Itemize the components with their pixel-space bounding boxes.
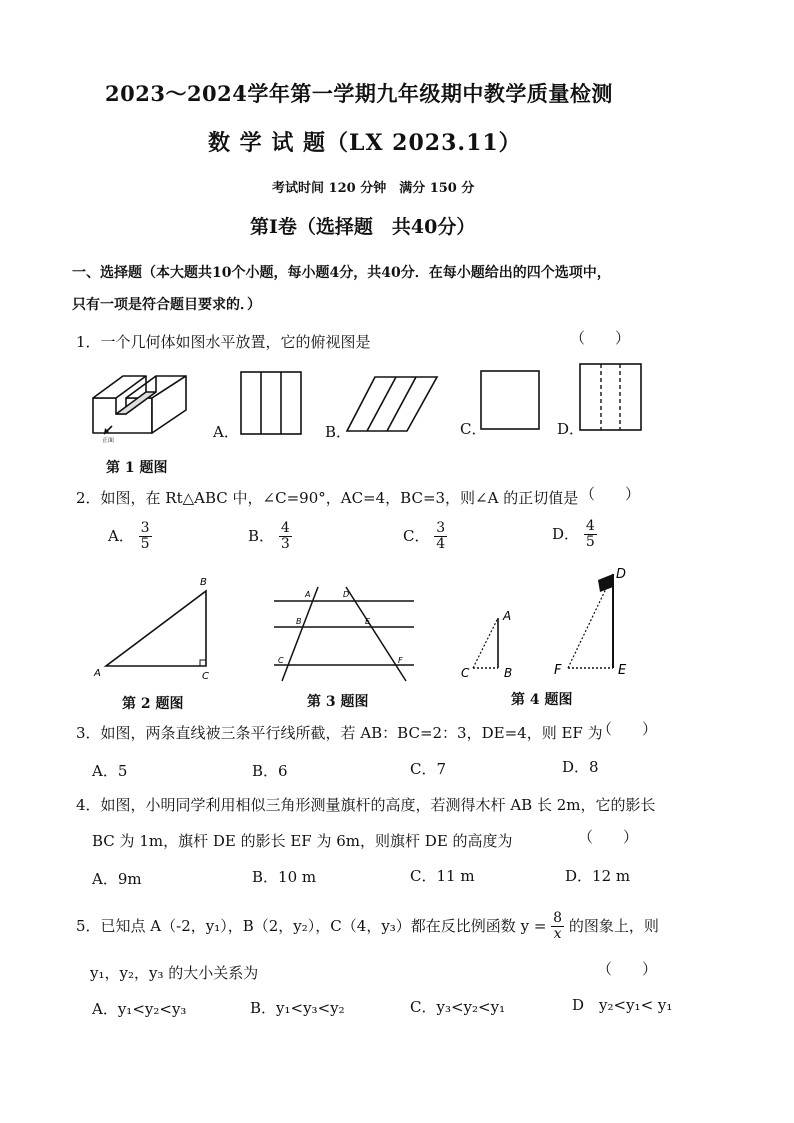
q2-option-a-label: A． xyxy=(108,526,134,545)
exam-title: 2023～2024学年第一学期九年级期中教学质量检测 xyxy=(105,81,613,106)
fig3-caption: 第 3 题图 xyxy=(307,694,369,710)
fraction-denominator: 5 xyxy=(585,534,595,551)
fig4-small-triangle xyxy=(455,600,515,680)
q1-option-c-figure xyxy=(480,369,542,431)
q2-text: 2．如图，在 Rt△ABC 中，∠C=90°，AC=4，BC=3，则∠A 的正切值是 xyxy=(76,489,579,507)
fig2-label-a: A xyxy=(94,668,101,679)
fig3-label-e: E xyxy=(365,617,371,626)
q4-option-a[interactable]: A．9m xyxy=(92,870,142,888)
fig4-label-d: D xyxy=(616,567,627,582)
q1-option-b-label[interactable]: B． xyxy=(325,423,352,441)
q1-answer-paren: （ ） xyxy=(570,329,631,347)
q4-text-line2: BC 为 1m，旗杆 DE 的影长 EF 为 6m，则旗杆 DE 的高度为 xyxy=(92,832,513,850)
fig2-caption: 第 2 题图 xyxy=(122,696,184,712)
fig3-label-f: F xyxy=(398,656,403,665)
q5-option-b[interactable]: B．y₁<y₃<y₂ xyxy=(250,999,345,1017)
q5-option-c[interactable]: C．y₃<y₂<y₁ xyxy=(410,998,506,1016)
fig3-parallel-lines xyxy=(268,585,418,685)
fraction-numerator: 4 xyxy=(585,518,595,534)
fraction-numerator: 4 xyxy=(280,520,290,536)
q3-option-d[interactable]: D．8 xyxy=(562,758,599,776)
q1-option-b-figure xyxy=(345,374,440,434)
q2-answer-paren: （ ） xyxy=(580,485,641,503)
fig3-label-c: C xyxy=(278,656,284,665)
fig3-label-b: B xyxy=(296,617,302,626)
section-instructions-line2: 只有一项是符合题目要求的．） xyxy=(72,297,261,313)
fraction-numerator: 3 xyxy=(436,520,446,536)
q5-text-line2: y₁，y₂，y₃ 的大小关系为 xyxy=(90,964,259,982)
q3-option-b[interactable]: B．6 xyxy=(252,762,288,780)
q1-front-label: 正面 xyxy=(102,437,115,444)
fig3-label-d: D xyxy=(343,590,350,599)
q1-text: 1．一个几何体如图水平放置，它的俯视图是 xyxy=(76,333,371,351)
fig4-flagpole-triangle xyxy=(550,560,640,680)
q5-fraction xyxy=(551,911,564,943)
q5-option-a[interactable]: A．y₁<y₂<y₃ xyxy=(92,1000,187,1018)
fig2-label-c: C xyxy=(202,671,209,682)
q4-text-line1: 4．如图，小明同学利用相似三角形测量旗杆的高度，若测得木杆 AB 长 2m，它的影长 xyxy=(76,796,656,814)
q2-option-a-fraction xyxy=(139,521,152,553)
q2-option-c[interactable] xyxy=(403,521,447,553)
q3-option-c[interactable]: C．7 xyxy=(410,760,447,778)
fig4-label-e: E xyxy=(618,663,627,678)
fig4-label-f: F xyxy=(554,663,562,678)
section-instructions-line1: 一、选择题（本大题共10个小题，每小题4分，共40分．在每小题给出的四个选项中， xyxy=(72,265,611,281)
q2-option-b-fraction xyxy=(279,521,292,553)
q4-answer-paren: （ ） xyxy=(578,828,639,846)
q5-answer-paren: （ ） xyxy=(597,960,658,978)
q3-option-a[interactable]: A．5 xyxy=(92,762,128,780)
q2-option-a[interactable] xyxy=(108,521,152,553)
q4-option-c[interactable]: C．11 m xyxy=(410,867,475,885)
q5-text-part1: 5．已知点 A（-2，y₁），B（2，y₂），C（4，y₃）都在反比例函数 y = xyxy=(76,916,547,935)
part-title: 第Ⅰ卷（选择题 共40分） xyxy=(250,216,476,238)
fig1-caption: 第 1 题图 xyxy=(106,460,168,476)
exam-subtitle: 数 学 试 题（LX 2023.11） xyxy=(208,130,522,156)
fraction-denominator: 4 xyxy=(436,536,446,553)
fig2-triangle xyxy=(90,575,220,683)
q5-text-part2: 的图象上，则 xyxy=(568,916,659,935)
q1-option-d-label[interactable]: D． xyxy=(557,420,585,438)
q5-option-d[interactable]: D y₂<y₁< y₁ xyxy=(572,996,673,1014)
q2-option-d-label: D． xyxy=(552,524,580,543)
q1-option-a-label[interactable]: A． xyxy=(213,423,239,441)
q1-solid-figure xyxy=(90,360,200,445)
fraction-numerator: 8 xyxy=(553,910,563,926)
q1-option-d-figure xyxy=(578,362,644,434)
q4-option-b[interactable]: B．10 m xyxy=(252,868,317,886)
fraction-numerator: 3 xyxy=(140,520,150,536)
q2-option-d[interactable] xyxy=(552,519,597,551)
q2-option-d-fraction xyxy=(584,519,597,551)
fraction-denominator: 3 xyxy=(280,536,290,553)
q5-text-line1 xyxy=(76,911,659,943)
q2-option-c-label: C． xyxy=(403,526,430,545)
fraction-denominator: 5 xyxy=(140,536,150,553)
exam-info: 考试时间 120 分钟 满分 150 分 xyxy=(272,181,475,196)
q4-option-d[interactable]: D．12 m xyxy=(565,867,631,885)
fig4-label-c: C xyxy=(461,666,470,680)
q1-option-c-label[interactable]: C． xyxy=(460,420,487,438)
q3-answer-paren: （ ） xyxy=(597,720,658,738)
fig4-label-a: A xyxy=(503,609,512,623)
fraction-denominator: x xyxy=(553,926,562,943)
q3-text: 3．如图，两条直线被三条平行线所截，若 AB：BC=2：3，DE=4，则 EF 为 xyxy=(76,724,603,742)
q2-option-b-label: B． xyxy=(248,526,275,545)
fig4-label-b: B xyxy=(504,666,513,680)
q1-option-a-figure xyxy=(240,370,304,436)
flag-icon xyxy=(598,574,613,592)
q2-option-c-fraction xyxy=(434,521,447,553)
fig4-caption: 第 4 题图 xyxy=(511,692,573,708)
q2-option-b[interactable] xyxy=(248,521,292,553)
fig3-label-a: A xyxy=(305,590,311,599)
fig2-label-b: B xyxy=(200,577,207,588)
